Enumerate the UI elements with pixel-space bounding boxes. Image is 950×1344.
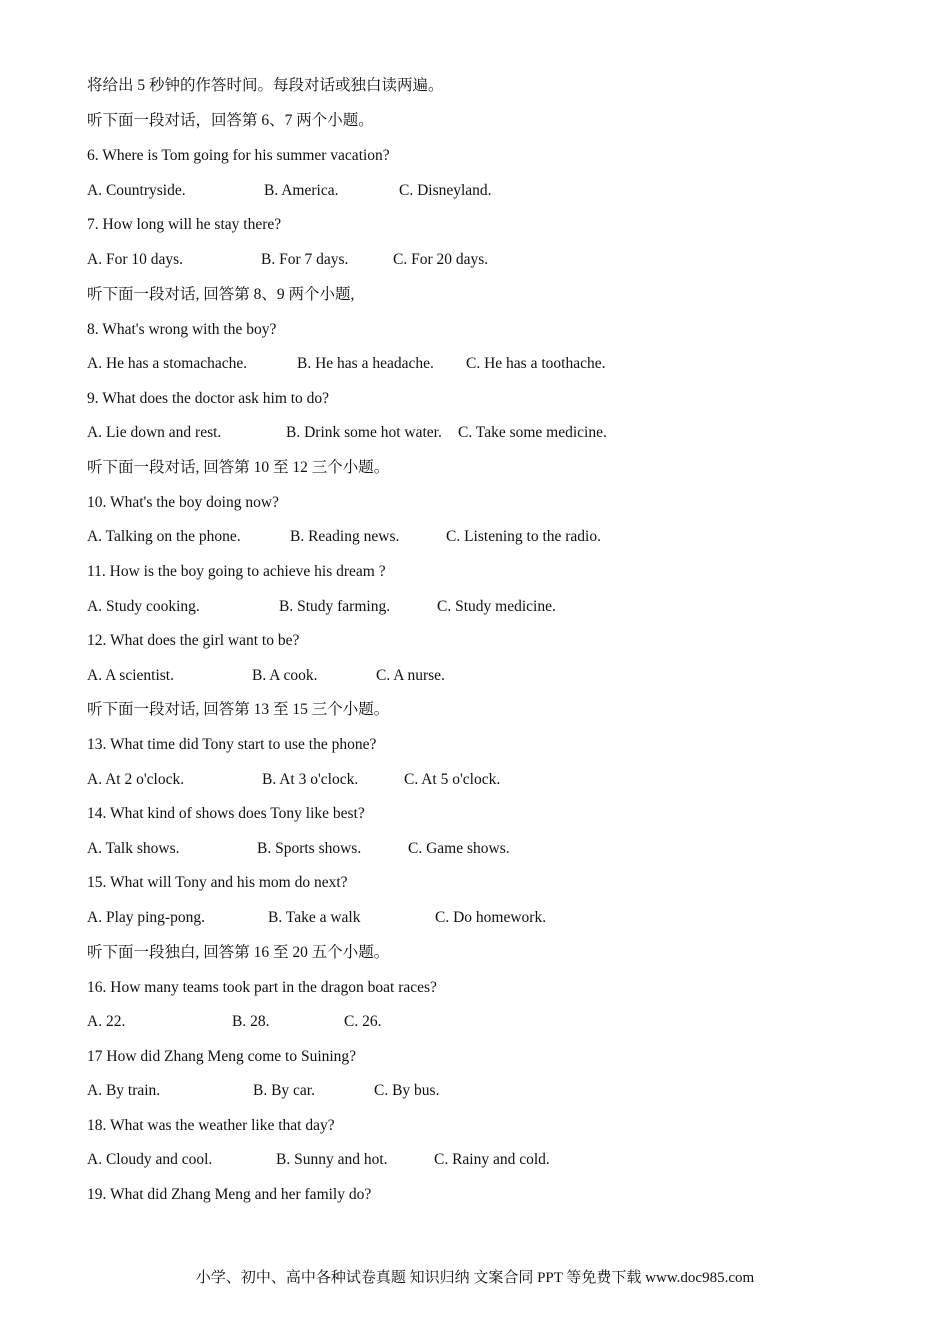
question-10: 10. What's the boy doing now? <box>87 494 279 511</box>
option-c: C. A nurse. <box>376 667 445 684</box>
option-b: B. Sunny and hot. <box>276 1151 388 1168</box>
option-c: C. For 20 days. <box>393 251 489 268</box>
question-17: 17 How did Zhang Meng come to Suining? <box>87 1048 357 1065</box>
question-11: 11. How is the boy going to achieve his dream ? <box>87 563 386 580</box>
option-b: B. He has a headache. <box>297 355 434 372</box>
question-7: 7. How long will he stay there? <box>87 216 282 233</box>
option-c: C. He has a toothache. <box>466 355 606 372</box>
option-c: C. Do homework. <box>435 909 547 926</box>
option-b: B. By car. <box>253 1082 315 1099</box>
option-a: A. Study cooking. <box>87 598 200 615</box>
option-a: A. A scientist. <box>87 667 174 684</box>
section-heading: 听下面一段对话, 回答第 13 至 15 三个小题。 <box>87 701 390 718</box>
option-b: B. 28. <box>232 1013 270 1030</box>
option-a: A. 22. <box>87 1013 126 1030</box>
option-b: B. America. <box>264 182 339 199</box>
option-c: C. 26. <box>344 1013 382 1030</box>
option-b: B. Drink some hot water. <box>286 424 442 441</box>
option-a: A. For 10 days. <box>87 251 184 268</box>
option-c: C. At 5 o'clock. <box>404 771 501 788</box>
option-a: A. By train. <box>87 1082 161 1099</box>
section-heading: 听下面一段对话, 回答第 8、9 两个小题, <box>87 286 355 303</box>
option-b: B. For 7 days. <box>261 251 349 268</box>
option-c: C. Take some medicine. <box>458 424 607 441</box>
question-6: 6. Where is Tom going for his summer vacation? <box>87 147 390 164</box>
question-8: 8. What's wrong with the boy? <box>87 321 277 338</box>
section-heading: 听下面一段对话, 回答第 10 至 12 三个小题。 <box>87 459 390 476</box>
option-c: C. By bus. <box>374 1082 440 1099</box>
option-c: C. Listening to the radio. <box>446 528 601 545</box>
option-b: B. Reading news. <box>290 528 400 545</box>
question-15: 15. What will Tony and his mom do next? <box>87 874 348 891</box>
option-c: C. Rainy and cold. <box>434 1151 550 1168</box>
option-a: A. Talking on the phone. <box>87 528 241 545</box>
question-19: 19. What did Zhang Meng and her family do? <box>87 1186 372 1203</box>
question-14: 14. What kind of shows does Tony like best? <box>87 805 365 822</box>
question-13: 13. What time did Tony start to use the phone? <box>87 736 377 753</box>
option-a: A. He has a stomachache. <box>87 355 248 372</box>
option-a: A. Play ping-pong. <box>87 909 205 926</box>
page-footer: 小学、初中、高中各种试卷真题 知识归纳 文案合同 PPT 等免费下载 www.doc985.com <box>195 1270 755 1286</box>
option-a: A. Cloudy and cool. <box>87 1151 213 1168</box>
question-12: 12. What does the girl want to be? <box>87 632 300 649</box>
option-c: C. Game shows. <box>408 840 510 857</box>
option-a: A. Countryside. <box>87 182 186 199</box>
option-b: B. A cook. <box>252 667 318 684</box>
option-b: B. Study farming. <box>279 598 391 615</box>
option-a: A. Talk shows. <box>87 840 180 857</box>
option-a: A. Lie down and rest. <box>87 424 222 441</box>
option-a: A. At 2 o'clock. <box>87 771 185 788</box>
section-heading: 听下面一段独白, 回答第 16 至 20 五个小题。 <box>87 944 390 961</box>
instruction-line: 将给出 5 秒钟的作答时间。每段对话或独白读两遍。 <box>87 77 444 94</box>
question-16: 16. How many teams took part in the dragon boat races? <box>87 979 437 996</box>
section-heading: 听下面一段对话，回答第 6、7 两个小题。 <box>87 112 374 129</box>
question-9: 9. What does the doctor ask him to do? <box>87 390 330 407</box>
option-c: C. Study medicine. <box>437 598 556 615</box>
option-b: B. At 3 o'clock. <box>262 771 359 788</box>
option-b: B. Sports shows. <box>257 840 362 857</box>
question-18: 18. What was the weather like that day? <box>87 1117 335 1134</box>
option-b: B. Take a walk <box>268 909 361 926</box>
option-c: C. Disneyland. <box>399 182 492 199</box>
